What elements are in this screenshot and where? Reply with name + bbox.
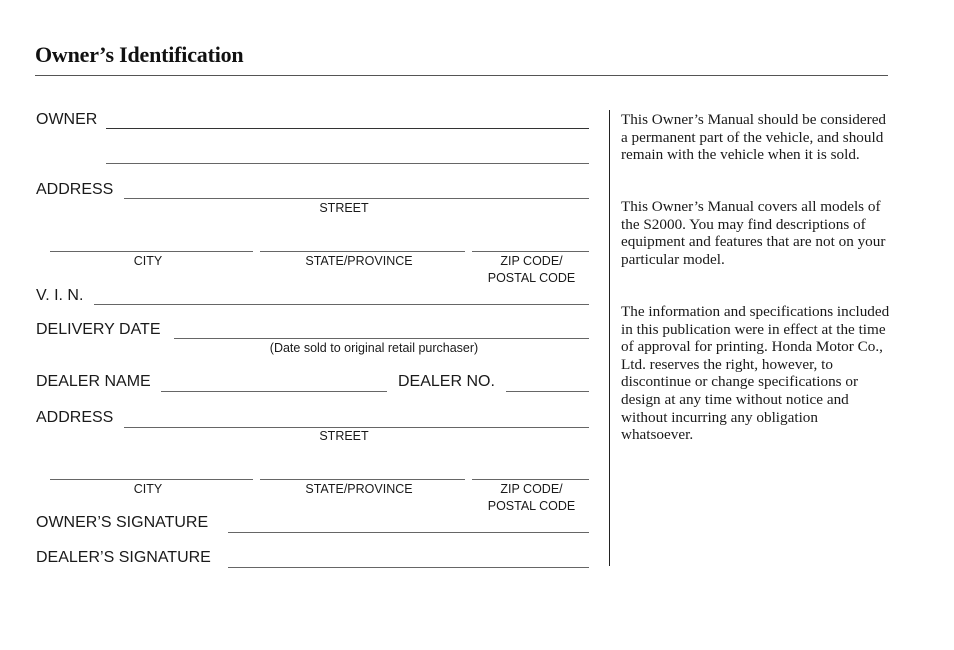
dealer-name-label: DEALER NAME [36, 373, 151, 390]
dealer-street-caption: STREET [319, 429, 369, 443]
dealer-name-field[interactable] [161, 391, 387, 392]
owner-name-field-line2[interactable] [106, 163, 589, 164]
owner-zip-caption-line2: POSTAL CODE [487, 271, 576, 285]
dealer-zip-caption-line1: ZIP CODE/ [500, 482, 563, 496]
owner-zip-caption-line1: ZIP CODE/ [500, 254, 563, 268]
dealer-zip-field[interactable] [472, 479, 589, 480]
header-rule [35, 75, 888, 76]
owner-street-caption: STREET [319, 201, 369, 215]
delivery-date-label: DELIVERY DATE [36, 321, 161, 338]
delivery-date-field[interactable] [174, 338, 589, 339]
dealer-state-caption: STATE/PROVINCE [305, 482, 413, 496]
owner-signature-field[interactable] [228, 532, 589, 533]
dealer-signature-label: DEALER’S SIGNATURE [36, 549, 211, 566]
owner-signature-label: OWNER’S SIGNATURE [36, 514, 209, 531]
owner-name-field-line1[interactable] [106, 128, 589, 129]
owner-street-field[interactable] [124, 198, 589, 199]
owner-state-caption: STATE/PROVINCE [305, 254, 413, 268]
delivery-date-caption: (Date sold to original retail purchaser) [269, 341, 479, 355]
dealer-city-field[interactable] [50, 479, 253, 480]
dealer-zip-caption [474, 481, 589, 515]
owner-address-label: ADDRESS [36, 181, 114, 198]
column-divider [609, 110, 610, 566]
owner-zip-field[interactable] [472, 251, 589, 252]
owner-zip-caption [474, 253, 589, 287]
vin-label: V. I. N. [36, 287, 84, 304]
page-title: Owner’s Identification [35, 42, 244, 67]
dealer-city-caption: CITY [133, 482, 163, 496]
note-permanent-part: This Owner’s Manual should be considered a permanent part of the vehicle, and should remain with the vehicle when it is sold. [621, 111, 887, 164]
dealer-zip-caption-line2: POSTAL CODE [487, 499, 576, 513]
owner-label: OWNER [36, 111, 98, 128]
dealer-no-label: DEALER NO. [398, 373, 495, 390]
note-models-covered: This Owner’s Manual covers all models of the S2000. You may find descriptions of equipment and features that are not on your particular model. [621, 198, 886, 268]
owner-state-field[interactable] [260, 251, 465, 252]
dealer-signature-field[interactable] [228, 567, 589, 568]
owner-city-caption: CITY [133, 254, 163, 268]
vin-field[interactable] [94, 304, 589, 305]
dealer-no-field[interactable] [506, 391, 589, 392]
note-specifications-disclaimer: The information and specifications included in this publication were in effect at the time of approval for printing. Honda Motor Co., Ltd. reserves the right, however, to discontinue or change specifications or design at any time without notice and without incurring any obligation whatsoever. [621, 303, 890, 444]
dealer-state-field[interactable] [260, 479, 465, 480]
dealer-address-label: ADDRESS [36, 409, 114, 426]
owner-city-field[interactable] [50, 251, 253, 252]
